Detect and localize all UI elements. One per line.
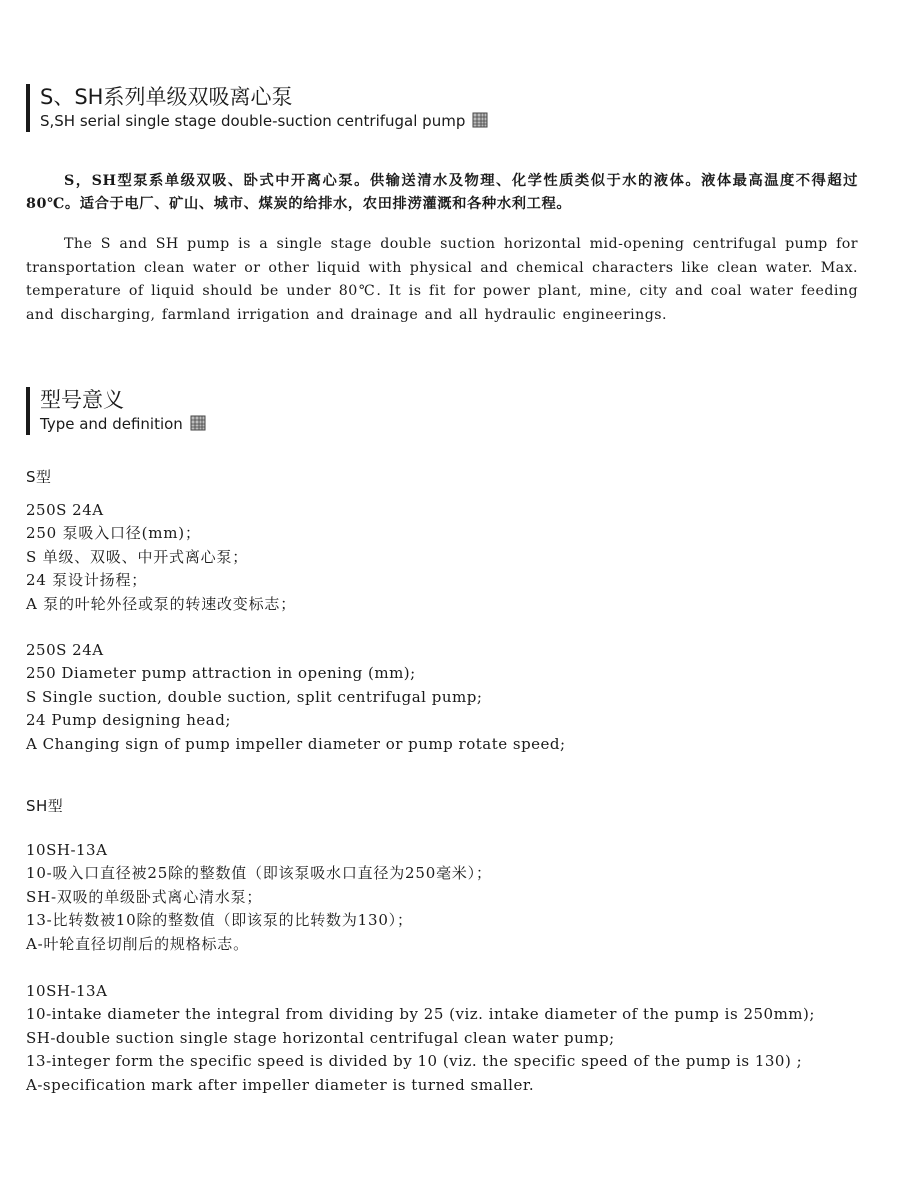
s-type-label: S型: [26, 468, 52, 486]
s-en-line: 250 Diameter pump attraction in opening (mm);: [26, 664, 416, 683]
s-cn-model: 250S 24A: [26, 501, 104, 519]
s-type-en-block: [26, 639, 861, 756]
grid-icon: [190, 415, 206, 431]
s-cn-line: 250 泵吸入口径(mm)；: [26, 524, 201, 543]
s-type-cn-block: [26, 499, 861, 616]
section-title-en-row: [40, 413, 206, 435]
sh-en-line: SH-double suction single stage horizontal centrifugal clean water pump;: [26, 1028, 615, 1047]
sh-en-line: 13-integer form the specific speed is divided by 10 (viz. the specific speed of the pump is 130) ;: [26, 1052, 803, 1071]
s-cn-line: S 单级、双吸、中开式离心泵；: [26, 547, 249, 566]
section-title-en-row: [40, 110, 488, 132]
section-title-cn: S、SH系列单级双吸离心泵: [40, 85, 293, 109]
section-title-en: Type and definition: [40, 415, 183, 433]
sh-cn-line: 10-吸入口直径被25除的整数值（即该泵吸水口直径为250毫米）；: [26, 864, 492, 883]
intro-paragraph-en: The S and SH pump is a single stage double suction horizontal mid-opening centrifugal pump for transportation clean water or other liquid with physical and chemical characters like clean water. Max. temperature of liquid should be under 80℃. It is fit for power plant, mine, city and coal water feeding and discharging, farmland irrigation and drainage and all hydraulic engineerings.: [26, 236, 858, 323]
sh-en-model: 10SH-13A: [26, 982, 108, 1000]
section-heading-series: [26, 84, 488, 132]
sh-cn-line: A-叶轮直径切削后的规格标志。: [26, 934, 249, 953]
sh-type-cn-block: [26, 839, 861, 956]
s-cn-line: A 泵的叶轮外径或泵的转速改变标志；: [26, 594, 297, 613]
sh-cn-line: 13-比转数被10除的整数值（即该泵的比转数为130）；: [26, 911, 413, 930]
intro-paragraph-cn: S，SH型泵系单级双吸、卧式中开离心泵。供输送清水及物理、化学性质类似于水的液体。液体最高温度不得超过80℃。适合于电厂、矿山、城市、煤炭的给排水，农田排涝灌溉和各种水利工程。: [26, 173, 858, 212]
s-en-model: 250S 24A: [26, 641, 104, 659]
s-en-line: A Changing sign of pump impeller diameter or pump rotate speed;: [26, 734, 566, 753]
sh-type-en-block: [26, 980, 861, 1097]
s-en-line: 24 Pump designing head;: [26, 711, 231, 730]
grid-icon: [472, 112, 488, 128]
section-heading-type: [26, 387, 206, 435]
section-title-cn: 型号意义: [40, 388, 124, 412]
sh-en-line: A-specification mark after impeller diameter is turned smaller.: [26, 1075, 535, 1094]
sh-type-label: SH型: [26, 797, 64, 815]
sh-en-line: 10-intake diameter the integral from dividing by 25 (viz. intake diameter of the pump is 250mm);: [26, 1005, 815, 1024]
sh-cn-line: SH-双吸的单级卧式离心清水泵；: [26, 887, 263, 906]
s-cn-line: 24 泵设计扬程；: [26, 571, 148, 590]
s-en-line: S Single suction, double suction, split centrifugal pump;: [26, 687, 483, 706]
sh-cn-model: 10SH-13A: [26, 841, 108, 859]
section-title-en: S,SH serial single stage double-suction centrifugal pump: [40, 112, 466, 130]
